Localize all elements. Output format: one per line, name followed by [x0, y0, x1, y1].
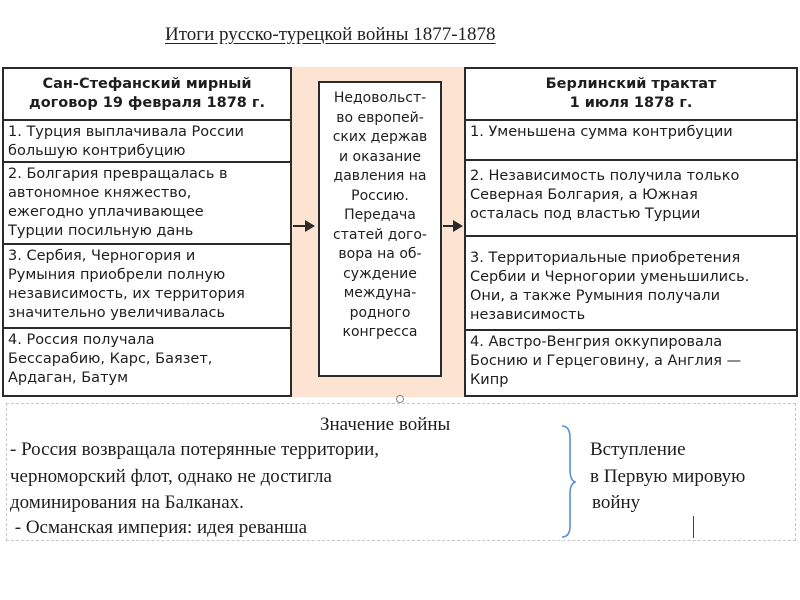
san-stefano-item-2	[4, 163, 290, 245]
page-title: Итоги русско-турецкой войны 1877-1878	[165, 24, 496, 45]
middle-line: конгресса	[342, 324, 418, 340]
item-line: значительно увеличивалась	[8, 305, 226, 321]
item-line: 4. Россия получала	[8, 332, 155, 348]
significance-line: доминирования на Балканах.	[10, 492, 244, 513]
rotate-handle[interactable]	[396, 395, 404, 403]
middle-line: давления на	[333, 168, 427, 184]
item-line: 4. Австро-Венгрия оккупировала	[470, 334, 723, 350]
consequence-line: в Первую мировую	[590, 466, 746, 487]
item-line: 3. Территориальные приобретения	[470, 250, 741, 266]
header-line: 1 июля 1878 г.	[569, 95, 693, 111]
arrow-right-icon	[443, 225, 461, 227]
berlin-item-3	[466, 237, 796, 331]
congress-box	[318, 81, 442, 377]
item-line: Северная Болгария, а Южная	[470, 187, 698, 203]
item-line: 1. Турция выплачивала России	[8, 124, 244, 140]
header-line: договор 19 февраля 1878 г.	[28, 95, 266, 111]
middle-line: Недовольст-	[333, 90, 427, 106]
san-stefano-item-3	[4, 245, 290, 329]
item-line: независимость	[470, 307, 586, 323]
item-line: Боснию и Герцеговину, а Англия —	[470, 353, 742, 369]
berlin-column	[464, 67, 798, 397]
item-line: Сербии и Черногории уменьшились.	[470, 269, 750, 285]
san-stefano-header	[4, 69, 290, 121]
significance-line: - Россия возвращала потерянные территории,	[10, 439, 380, 460]
item-line: большую контрибуцию	[8, 143, 186, 159]
middle-line: статей дого-	[333, 226, 427, 243]
item-line: ежегодно уплачивающее	[8, 204, 204, 220]
text-cursor	[693, 516, 694, 538]
middle-line: Россию.	[351, 187, 409, 204]
item-line: независимость, их территория	[8, 286, 245, 302]
arrow-right-icon	[293, 225, 313, 227]
header-line: Берлинский трактат	[545, 76, 717, 92]
consequence-line: Вступление	[590, 439, 686, 460]
item-line: Ардаган, Батум	[8, 370, 129, 386]
middle-line: суждение	[343, 265, 417, 282]
header-line: Сан-Стефанский мирный	[42, 76, 252, 92]
item-line: 2. Болгария превращалась в	[8, 166, 228, 182]
berlin-header	[466, 69, 796, 121]
berlin-item-2	[466, 161, 796, 237]
berlin-item-4	[466, 331, 796, 395]
item-line: 2. Независимость получила только	[470, 168, 740, 184]
item-line: Румыния приобрели полную	[8, 267, 226, 283]
item-line: осталась под властью Турции	[470, 206, 701, 222]
consequence-line: войну	[592, 492, 641, 513]
significance-line: - Османская империя: идея реванша	[10, 517, 308, 538]
significance-line: черноморский флот, однако не достигла	[10, 466, 332, 487]
item-line: 1. Уменьшена сумма контрибуции	[470, 124, 733, 140]
middle-line: во европей-	[336, 109, 424, 126]
middle-line: междуна-	[343, 285, 417, 301]
middle-line: Передача	[344, 207, 416, 223]
comparison-table	[2, 67, 798, 397]
item-line: Они, а также Румыния получали	[470, 288, 721, 304]
middle-line: вора на об-	[338, 246, 422, 262]
curly-brace-icon	[560, 424, 576, 539]
item-line: автономное княжество,	[8, 185, 192, 201]
item-line: Турции посильную дань	[8, 223, 194, 239]
middle-line: ских держав	[332, 129, 428, 145]
middle-line: и оказание	[338, 148, 422, 165]
item-line: Бессарабию, Карс, Баязет,	[8, 351, 213, 367]
san-stefano-item-1	[4, 121, 290, 163]
san-stefano-item-4	[4, 329, 290, 395]
item-line: 3. Сербия, Черногория и	[8, 248, 196, 264]
middle-line: родного	[349, 304, 411, 321]
item-line: Кипр	[470, 372, 509, 388]
berlin-item-1	[466, 121, 796, 161]
san-stefano-column	[2, 67, 292, 397]
significance-title: Значение войны	[320, 414, 451, 435]
